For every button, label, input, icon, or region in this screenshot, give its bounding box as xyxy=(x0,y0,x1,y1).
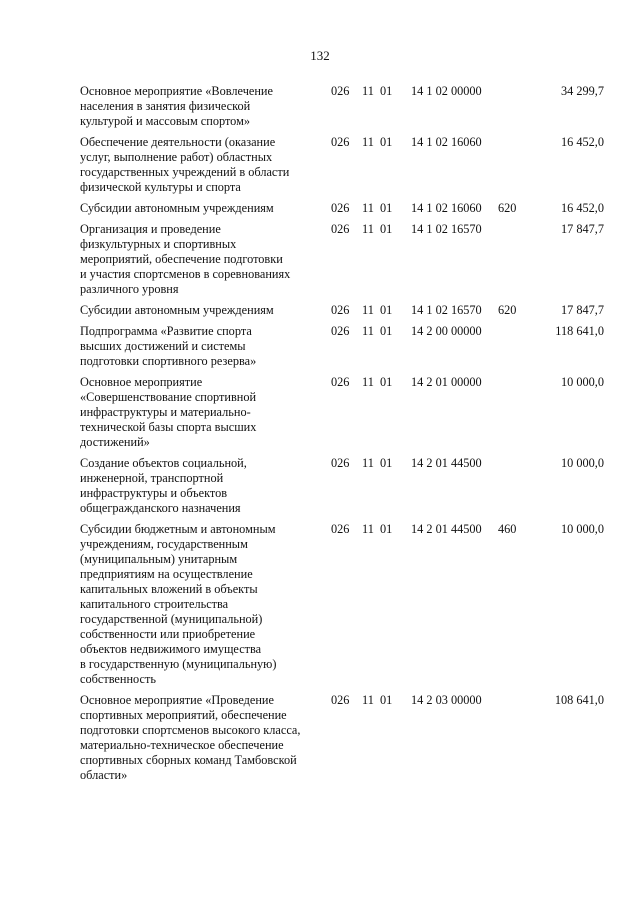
subsection-code: 01 xyxy=(380,693,393,707)
subsection-code: 01 xyxy=(380,522,393,536)
table-row xyxy=(0,456,640,516)
amount: 17 847,7 xyxy=(560,303,604,317)
subsection-code: 01 xyxy=(380,201,393,215)
amount: 16 452,0 xyxy=(560,201,604,215)
target-article-code: 14 1 02 16060 xyxy=(411,135,482,149)
subsection-code: 01 xyxy=(380,222,393,236)
amount: 118 641,0 xyxy=(555,324,604,338)
target-article-code: 14 1 02 16570 xyxy=(411,222,482,236)
expense-type-code: 620 xyxy=(498,303,517,317)
row-description: Подпрограмма «Развитие спорта высших достижений и системы подготовки спортивного резерва» xyxy=(80,324,257,368)
section-code: 11 xyxy=(362,693,374,707)
department-code: 026 xyxy=(331,375,350,389)
table-row xyxy=(0,222,640,297)
target-article-code: 14 1 02 16060 xyxy=(411,201,482,215)
table-row xyxy=(0,135,640,195)
row-description: Субсидии автономным учреждениям xyxy=(80,303,274,317)
amount: 10 000,0 xyxy=(560,375,604,389)
section-code: 11 xyxy=(362,201,374,215)
target-article-code: 14 2 00 00000 xyxy=(411,324,482,338)
section-code: 11 xyxy=(362,135,374,149)
section-code: 11 xyxy=(362,303,374,317)
section-code: 11 xyxy=(362,456,374,470)
subsection-code: 01 xyxy=(380,456,393,470)
department-code: 026 xyxy=(331,201,350,215)
department-code: 026 xyxy=(331,135,350,149)
subsection-code: 01 xyxy=(380,375,393,389)
amount: 108 641,0 xyxy=(554,693,604,707)
target-article-code: 14 2 01 44500 xyxy=(411,522,482,536)
row-description: Основное мероприятие «Вовлечение населения в занятия физической культурой и массовым спортом» xyxy=(80,84,273,128)
row-description: Основное мероприятие «Проведение спортивных мероприятий, обеспечение подготовки спортсменов высокого класса, материально-техническое обеспечение спортивных сборных команд Тамбовской области» xyxy=(80,693,301,782)
amount: 17 847,7 xyxy=(560,222,604,236)
expense-type-code: 620 xyxy=(498,201,517,215)
row-description: Субсидии автономным учреждениям xyxy=(80,201,274,215)
target-article-code: 14 2 01 44500 xyxy=(411,456,482,470)
subsection-code: 01 xyxy=(380,84,393,98)
expense-type-code: 460 xyxy=(498,522,517,536)
section-code: 11 xyxy=(362,222,374,236)
department-code: 026 xyxy=(331,303,350,317)
page-number: 132 xyxy=(310,48,330,63)
section-code: 11 xyxy=(362,522,374,536)
table-row xyxy=(0,201,640,216)
subsection-code: 01 xyxy=(380,324,393,338)
table-row xyxy=(0,693,640,783)
target-article-code: 14 1 02 16570 xyxy=(411,303,482,317)
table-row xyxy=(0,522,640,687)
target-article-code: 14 1 02 00000 xyxy=(411,84,482,98)
amount: 34 299,7 xyxy=(560,84,604,98)
budget-table xyxy=(0,84,640,789)
amount: 10 000,0 xyxy=(560,522,604,536)
section-code: 11 xyxy=(362,84,374,98)
row-description: Организация и проведение физкультурных и спортивных мероприятий, обеспечение подготовки и участия спортсменов в соревнованиях различного уровня xyxy=(80,222,291,296)
table-row xyxy=(0,324,640,369)
department-code: 026 xyxy=(331,693,350,707)
department-code: 026 xyxy=(331,456,350,470)
department-code: 026 xyxy=(331,222,350,236)
table-row xyxy=(0,303,640,318)
amount: 16 452,0 xyxy=(560,135,604,149)
department-code: 026 xyxy=(331,324,350,338)
row-description: Основное мероприятие «Совершенствование спортивной инфраструктуры и материально- технической базы спорта высших достижений» xyxy=(80,375,257,449)
section-code: 11 xyxy=(362,324,374,338)
amount: 10 000,0 xyxy=(560,456,604,470)
row-description: Создание объектов социальной, инженерной, транспортной инфраструктуры и объектов общегражданского назначения xyxy=(80,456,247,515)
row-description: Субсидии бюджетным и автономным учреждениям, государственным (муниципальным) унитарным предприятиям на осуществление капитальных вложений в объекты капитального строительства государственной (муниципальной) собственности или приобретение объектов недвижимого имущества в государственную (муниципальную) собственность xyxy=(80,522,277,686)
department-code: 026 xyxy=(331,522,350,536)
department-code: 026 xyxy=(331,84,350,98)
target-article-code: 14 2 03 00000 xyxy=(411,693,482,707)
table-row xyxy=(0,375,640,450)
table-row xyxy=(0,84,640,129)
target-article-code: 14 2 01 00000 xyxy=(411,375,482,389)
row-description: Обеспечение деятельности (оказание услуг, выполнение работ) областных государственных учреждений в области физической культуры и спорта xyxy=(80,135,290,194)
subsection-code: 01 xyxy=(380,303,393,317)
section-code: 11 xyxy=(362,375,374,389)
subsection-code: 01 xyxy=(380,135,393,149)
